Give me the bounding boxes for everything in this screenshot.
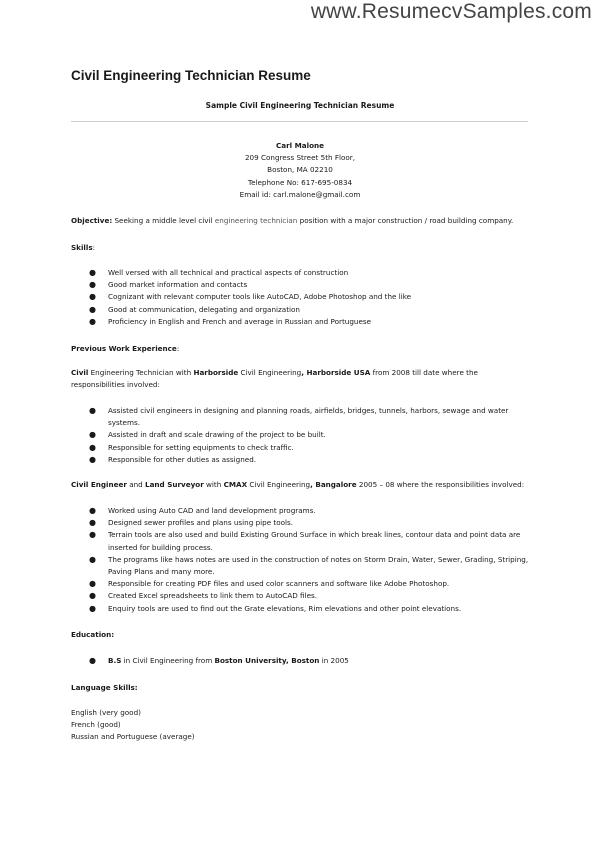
skills-heading <box>71 242 531 254</box>
job2-responsibilities <box>0 505 600 615</box>
objective-link[interactable]: engineering technician <box>214 216 298 225</box>
contact-email: Email id: carl.malone@gmail.com <box>239 189 361 199</box>
list-item-text: The programs like haws notes are used in the construction of notes on Storm Drain, Water, Sewer, Grading, Striping, Paving Plans and many more. <box>108 554 529 577</box>
job1-role-rest: Engineering Technician with <box>88 368 194 377</box>
job2-header <box>71 479 531 491</box>
list-item-text: Well versed with all technical and practical aspects of construction <box>108 268 349 277</box>
list-item <box>0 655 600 667</box>
bullet-icon: ● <box>89 603 96 613</box>
list-item <box>0 590 600 602</box>
list-item <box>0 603 600 615</box>
list-item <box>0 505 600 517</box>
list-item: French (good) <box>71 720 121 730</box>
experience-label: Previous Work Experience <box>71 344 177 353</box>
job1-location: , Harborside USA <box>301 368 371 377</box>
bullet-icon: ● <box>89 442 96 452</box>
education-year: in 2005 <box>319 656 349 665</box>
objective-text-before: Seeking a middle level civil <box>112 216 215 225</box>
list-item <box>0 316 600 328</box>
education-label: Education: <box>71 630 115 639</box>
experience-colon: : <box>176 344 180 353</box>
job2-tail: 2005 – 08 where the responsibilities involved: <box>356 480 525 489</box>
bullet-icon: ● <box>89 316 96 326</box>
list-item <box>0 454 600 466</box>
objective-label: Objective: <box>71 216 113 225</box>
job1-company-rest: Civil Engineering <box>238 368 302 377</box>
list-item: Russian and Portuguese (average) <box>71 732 195 742</box>
list-item <box>0 291 600 303</box>
objective-section <box>71 215 531 227</box>
bullet-icon: ● <box>89 506 96 515</box>
education-heading <box>71 629 531 641</box>
job2-location: , Bangalore <box>310 480 357 489</box>
bullet-icon: ● <box>89 591 96 601</box>
bullet-icon: ● <box>89 530 96 540</box>
education-degree: B.S <box>108 656 122 665</box>
list-item: English (very good) <box>71 708 141 717</box>
list-item-text: Responsible for other duties as assigned. <box>108 454 257 464</box>
list-item-text: Good at communication, delegating and organization <box>108 304 300 314</box>
list-item-text: Designed sewer profiles and plans using pipe tools. <box>108 518 294 528</box>
bullet-icon: ● <box>89 554 96 564</box>
list-item <box>0 304 600 316</box>
job2-company-rest: Civil Engineering <box>247 480 311 489</box>
list-item-text: Assisted in draft and scale drawing of the project to be built. <box>108 430 326 440</box>
job1-role-bold: Civil <box>71 368 89 377</box>
experience-heading <box>71 343 531 355</box>
bullet-icon: ● <box>89 406 96 415</box>
list-item-text: Assisted civil engineers in designing and planning roads, airfields, bridges, tunnels, harbors, sewage and water systems. <box>108 406 509 428</box>
job2-with: with <box>203 480 224 489</box>
job2-role2-bold: Land Surveyor <box>145 480 204 489</box>
contact-block <box>0 140 600 201</box>
bullet-icon: ● <box>89 656 96 665</box>
page-title: Civil Engineering Technician Resume <box>71 68 311 83</box>
contact-address-line2: Boston, MA 02210 <box>267 165 333 175</box>
list-item <box>0 517 600 529</box>
job1-responsibilities <box>0 405 600 466</box>
language-list <box>71 707 531 744</box>
language-heading <box>71 682 531 694</box>
list-item-text: Proficiency in English and French and average in Russian and Portuguese <box>108 316 372 326</box>
job2-and: and <box>126 480 145 489</box>
bullet-icon: ● <box>89 280 96 290</box>
list-item <box>0 554 600 578</box>
language-label: Language Skills: <box>71 683 138 692</box>
bullet-icon: ● <box>89 268 96 277</box>
job2-role-bold: Civil Engineer <box>71 480 127 489</box>
list-item-text: Cognizant with relevant computer tools like AutoCAD, Adobe Photoshop and the like <box>108 292 412 302</box>
job1-tail: from 2008 till date where the <box>370 368 478 377</box>
list-item-text: Responsible for setting equipments to check traffic. <box>108 442 294 452</box>
bullet-icon: ● <box>89 454 96 464</box>
divider <box>71 121 528 122</box>
bullet-icon: ● <box>89 579 96 589</box>
job1-header <box>71 367 531 390</box>
watermark-url: www.ResumecvSamples.com <box>310 0 592 23</box>
bullet-icon: ● <box>89 518 96 528</box>
list-item <box>0 578 600 590</box>
list-item <box>0 529 600 553</box>
contact-address-line1: 209 Congress Street 5th Floor, <box>244 153 356 163</box>
list-item-text: Terrain tools are also used and build Existing Ground Surface in which break lines, contour data and point data are inserted for building process. <box>108 530 521 552</box>
skills-colon: : <box>92 243 96 252</box>
contact-name: Carl Malone <box>275 141 325 150</box>
job1-line2: responsibilities involved: <box>71 379 160 389</box>
job2-company-bold: CMAX <box>223 480 248 489</box>
list-item-text: Worked using Auto CAD and land development programs. <box>108 506 316 515</box>
education-field: in Civil Engineering from <box>121 656 215 665</box>
list-item <box>0 442 600 454</box>
bullet-icon: ● <box>89 304 96 314</box>
education-school: Boston University, Boston <box>214 656 320 665</box>
education-list <box>0 655 600 667</box>
contact-telephone: Telephone No: 617-695-0834 <box>247 177 353 187</box>
list-item-text: Responsible for creating PDF files and used color scanners and software like Adobe Photoshop. <box>108 579 450 589</box>
list-item <box>0 429 600 441</box>
list-item <box>0 267 600 279</box>
job1-company-bold: Harborside <box>193 368 239 377</box>
list-item <box>0 405 600 429</box>
list-item-text: Good market information and contacts <box>108 280 248 290</box>
list-item-text: Enquiry tools are used to find out the Grate elevations, Rim elevations and other point elevations. <box>108 603 462 613</box>
document-subtitle: Sample Civil Engineering Technician Resume <box>205 101 395 110</box>
skills-label: Skills <box>71 243 93 252</box>
bullet-icon: ● <box>89 430 96 440</box>
skills-list <box>0 267 600 328</box>
objective-text-after: position with a major construction / road building company. <box>297 216 514 225</box>
list-item <box>0 279 600 291</box>
bullet-icon: ● <box>89 292 96 302</box>
list-item-text: Created Excel spreadsheets to link them to AutoCAD files. <box>108 591 318 601</box>
